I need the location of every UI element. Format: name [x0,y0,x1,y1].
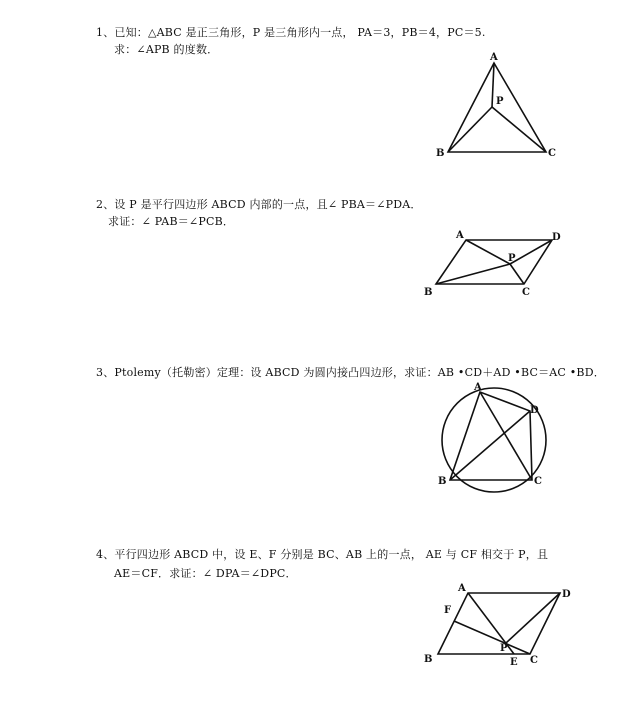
parallelogram-abcd [436,240,552,284]
segment-pb [448,107,492,152]
segment-cp [510,264,524,284]
label-a: A [456,230,464,241]
label-f: F [444,605,452,616]
label-p: P [508,253,516,264]
problem-text: 平行四边形 ABCD 中，设 E、F 分别是 BC、AB 上的一点， AE 与 CF 相交于 P，且 [114,548,549,561]
segment-ap [466,240,510,264]
problem-4-question: AE＝CF．求证：∠ DPA＝∠DPC． [114,567,297,580]
segment-pc [492,107,546,152]
quadrilateral-abcd [450,392,532,480]
problem-text: 已知：△ABC 是正三角形，P 是三角形内一点， PA＝3，PB＝4，PC＝5. [114,26,486,39]
segment-dp [506,593,560,643]
segment-pa [492,63,494,107]
label-a: A [458,583,466,594]
problem-number: 4、 [96,548,115,561]
label-b: B [438,476,447,487]
label-d: D [552,232,561,243]
problem-2-statement [96,196,422,212]
problem-number: 2、 [96,198,115,211]
problem-4-statement [96,546,548,562]
label-c: C [534,476,542,487]
segment-dp [510,240,552,264]
label-c: C [530,655,538,666]
label-c: C [548,148,556,159]
figure-cyclic-quadrilateral [430,380,570,500]
problem-3-statement [96,364,605,380]
label-d: D [530,405,539,416]
triangle-abc [448,63,546,152]
figure-parallelogram [420,228,570,308]
problem-1-question: 求：∠APB 的度数． [114,43,219,56]
figure-equilateral-triangle [430,50,570,160]
problem-text: 设 P 是平行四边形 ABCD 内部的一点，且∠ PBA＝∠PDA． [114,198,422,211]
parallelogram-abcd [438,593,560,654]
label-e: E [510,657,518,668]
label-a: A [490,52,498,63]
problem-number: 3、 [96,366,115,379]
figure-parallelogram-ef [420,580,580,670]
label-p: P [500,643,508,654]
problem-text: Ptolemy（托勒密）定理：设 ABCD 为圆内接凸四边形，求证：AB •CD＋AD •BC＝AC •BD． [114,366,605,379]
label-b: B [424,654,433,665]
label-a: A [474,382,482,393]
problem-1-statement [96,24,486,40]
diagonal-ac [480,392,532,480]
label-b: B [424,287,433,298]
label-p: P [496,96,504,107]
label-d: D [562,589,571,600]
problem-2-question: 求证：∠ PAB＝∠PCB． [108,215,235,228]
label-b: B [436,148,445,159]
problem-number: 1、 [96,26,115,39]
label-c: C [522,287,530,298]
